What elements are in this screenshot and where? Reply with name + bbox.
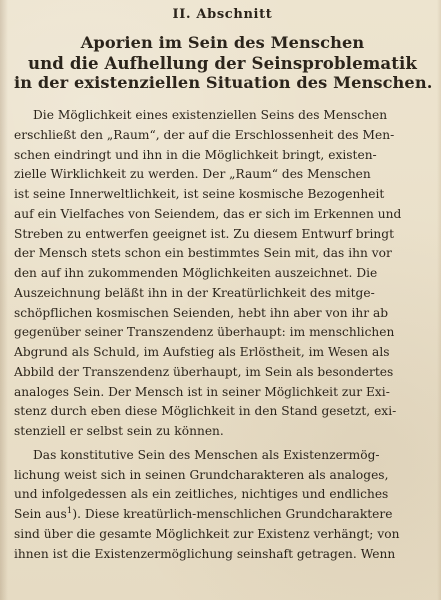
text-line: ihnen ist die Existenzermöglichung seinshaft getragen. Wenn xyxy=(14,546,396,561)
text-fragment: Sein aus xyxy=(14,507,67,521)
text-line: zielle Wirklichkeit zu werden. Der „Raum“ des Menschen xyxy=(14,167,371,182)
text-line: stenz durch eben diese Möglichkeit in den Stand gesetzt, exi- xyxy=(14,404,397,419)
chapter-title-line: und die Aufhellung der Seinsproblematik xyxy=(27,53,418,73)
section-label: II. Abschnitt xyxy=(172,7,273,22)
text-line: Das konstitutive Sein des Menschen als Existenzermög- xyxy=(33,447,380,462)
page-shadow xyxy=(0,0,8,600)
text-line: gegenüber seiner Transzendenz überhaupt: im menschlichen xyxy=(14,325,395,340)
text-line: ist seine Innerweltlichkeit, ist seine kosmische Bezogenheit xyxy=(14,187,385,201)
paragraph xyxy=(14,446,431,565)
body-text xyxy=(14,106,431,564)
text-line: Streben zu entwerfen geeignet ist. Zu diesem Entwurf bringt xyxy=(14,226,394,241)
text-line: lichung weist sich in seinen Grundcharakteren als analoges, xyxy=(14,467,389,482)
text-line: stenziell er selbst sein zu können. xyxy=(14,424,224,438)
chapter-title-line: in der existenziellen Situation des Menschen. xyxy=(14,73,433,92)
text-line: schöpflichen kosmischen Seienden, hebt ihn aber von ihr ab xyxy=(14,305,389,320)
chapter-title-line: Aporien im Sein des Menschen xyxy=(80,33,365,52)
text-line: Abgrund als Schuld, im Aufstieg als Erlöstheit, im Wesen als xyxy=(14,345,390,359)
text-line: auf ein Vielfaches von Seiendem, das er sich im Erkennen und xyxy=(14,206,402,221)
text-line-with-footnote xyxy=(14,505,431,525)
text-line: schen eindringt und ihn in die Möglichkeit bringt, existen- xyxy=(14,147,377,162)
text-line: sind über die gesamte Möglichkeit zur Existenz verhängt; von xyxy=(14,526,400,541)
text-line: analoges Sein. Der Mensch ist in seiner Möglichkeit zur Exi- xyxy=(14,384,390,399)
text-fragment: ). Diese kreatürlich-menschlichen Grundcharaktere xyxy=(72,507,393,521)
page-edge xyxy=(437,0,441,600)
text-line: und infolgedessen als ein zeitliches, nichtiges und endliches xyxy=(14,487,389,502)
text-line: der Mensch stets schon ein bestimmtes Sein mit, das ihn vor xyxy=(14,246,392,261)
text-line: Die Möglichkeit eines existenziellen Seins des Menschen xyxy=(33,108,388,122)
text-line: Abbild der Transzendenz überhaupt, im Sein als besondertes xyxy=(14,364,394,379)
paragraph xyxy=(14,106,431,442)
chapter-title xyxy=(14,33,431,93)
text-line: den auf ihn zukommenden Möglichkeiten auszeichnet. Die xyxy=(14,266,378,280)
text-line: erschließt den „Raum“, der auf die Erschlossenheit des Men- xyxy=(14,127,395,142)
footnote-marker: 1 xyxy=(66,505,73,516)
text-line: Auszeichnung beläßt ihn in der Kreatürlichkeit des mitge- xyxy=(14,285,375,300)
